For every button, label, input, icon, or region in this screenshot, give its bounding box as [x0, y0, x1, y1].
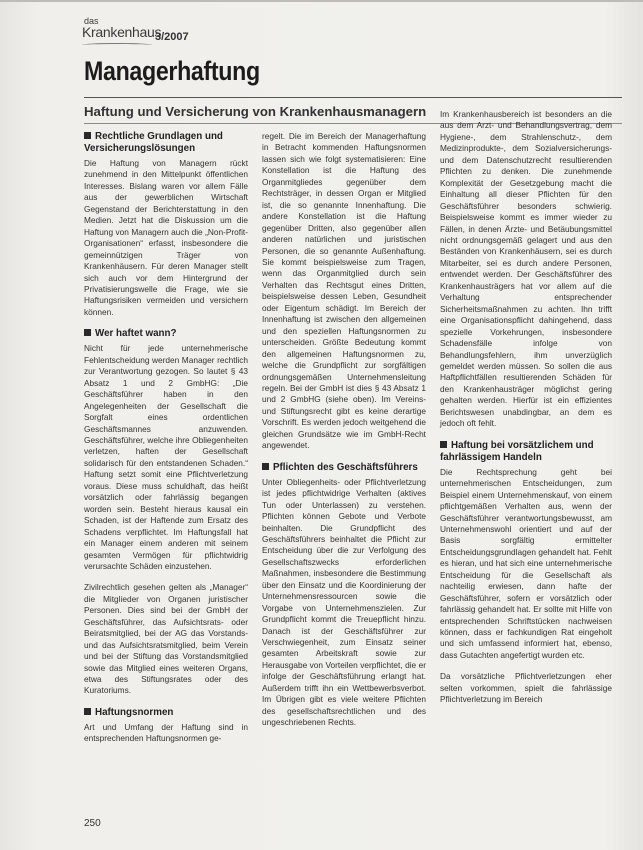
text-column-1: [84, 131, 248, 755]
article-subtitle: Haftung und Versicherung von Krankenhausmanagern: [84, 104, 427, 119]
body-paragraph: Art und Umfang der Haftung sind in entsprechenden Haftungsnormen ge-: [84, 721, 248, 744]
heading-bullet-icon: [440, 441, 447, 448]
body-paragraph: Da vorsätzliche Pflichtverletzungen eher selten vorkommen, spielt die fahrlässige Pflichtverletzung im Bereich: [440, 671, 612, 705]
heading-bullet-icon: [262, 463, 269, 470]
heading-bullet-icon: [84, 329, 91, 336]
text-column-2: [262, 131, 426, 739]
heading-bullet-icon: [84, 132, 91, 139]
section-heading-text: Wer haftet wann?: [95, 328, 177, 340]
section-heading-text: Rechtliche Grundlagen und Versicherungslösungen: [84, 131, 223, 154]
issue-number: 3/2007: [155, 31, 189, 43]
logo-swoosh: [82, 43, 152, 47]
section-heading: [440, 440, 612, 464]
section-heading: [84, 707, 248, 719]
section-heading: [84, 328, 248, 340]
section-heading-text: Pflichten des Geschäftsführers: [273, 461, 418, 473]
page-title: Managerhaftung: [84, 56, 260, 86]
body-paragraph: Unter Obliegenheits- oder Pflichtverletzung ist jedes pflichtwidrige Verhalten (aktives Tun oder Unterlassen) zu verstehen. Pflichten können Gebote und Verbote beinhalten. Die Grundpflicht des Geschäftsführers beinhaltet die Pflicht zur Entscheidung über die zur Verfolgung des Gesellschaftszwecks erforderlichen Maßnahmen, insbesondere die Bestimmung über den Einsatz und die Koordinierung der Unternehmensressourcen sowie die Vorgabe von Unternehmenszielen. Zur Grundpflicht kommt die Treuepflicht hinzu. Danach ist der Geschäftsführer zur Verschwiegenheit, zum Einsatz seiner gesamten Arbeitskraft sowie zur Herausgabe von Vorteilen verpflichtet, die er infolge der Geschäftsführung erlangt hat. Außerdem trifft ihn ein Wettbewerbsverbot. Im Übrigen gibt es viele weitere Pflichten des gesellschaftsrechtlichen und des ungeschriebenen Rechts.: [262, 476, 426, 728]
section-heading: [84, 131, 248, 155]
body-paragraph: Die Haftung von Managern rückt zunehmend in den Mittelpunkt öffentlichen Interesses. Bislang waren vor allem Fälle aus der gewerblichen Wirtschaft Gegenstand der Berichterstattung in den Medien. Jetzt hat die Diskussion um die Haftung von Managern auch die „Non-Profit-Organisationen“ erfasst, insbesondere die gemeinnützigen Träger von Krankenhäusern. Für deren Manager stellt sich auch vor dem Hintergrund der Privatisierungswelle die Frage, wie sie Haftungsrisiken vermeiden und versichern können.: [84, 158, 248, 317]
body-paragraph: Zivilrechtlich gesehen gelten als „Manager“ die Mitglieder von Organen juristischer Personen. Dies sind bei der GmbH der Geschäftsführer, das Aufsichtsrats- oder Beiratsmitglied, bei der AG das Vorstands- und das Aufsichtsratsmitglied, beim Verein und bei der Stiftung das Vorstandsmitglied sowie das Mitglied eines weiteren Organs, etwa des Stiftungsrates oder des Kuratoriums.: [84, 582, 248, 696]
body-paragraph: Die Rechtsprechung geht bei unternehmerischen Entscheidungen, zum Beispiel einem Unternehmenskauf, von einem pflichtgemäßen Verhalten aus, wenn der Geschäftsführer verantwortungsbewusst, am Unternehmenswohl orientiert und auf der Basis sorgfältig ermittelter Entscheidungsgrundlagen gehandelt hat. Fehlt es hieran, und hat sich eine unternehmerische Entscheidung für die Gesellschaft als nachteilig erwiesen, dann hafte der Geschäftsführer, sofern er vorsätzlich oder fahrlässig gehandelt hat. Er sollte mit Hilfe von entsprechenden Schriftstücken nachweisen können, dass er fachkundigen Rat eingeholt und sich umfassend informiert hat, ebenso, dass Gutachten angefertigt wurden etc.: [440, 466, 612, 660]
top-edge-line: [0, 0, 643, 2]
logo-main-text: Krankenhaus: [82, 24, 162, 40]
body-paragraph: Im Krankenhausbereich ist besonders an die aus dem Arzt- und Behandlungsvertrag, dem Hygiene-, dem Strahlenschutz-, dem Medizinprodukte-, dem Sozialversicherungs- und dem Datenschutzrecht resultierenden Pflichten zu denken. Die zunehmende Komplexität der Gesetzgebung macht die Einhaltung all dieser Pflichten für den Geschäftsführer besonders schwierig. Beispielsweise kommt es immer wieder zu Fällen, in denen Ärzte- und Betäubungsmittel nicht ordnungsgemäß gelagert und aus den Beständen von Krankenhäusern, sei es durch Mitarbeiter, sei es durch andere Personen, entwendet werden. Der Geschäftsführer des Krankenhausträgers hat vor allem auf die Verhaltung entsprechender Sicherheitsmaßnahmen zu achten. Ihn trifft eine Organisationspflicht dahingehend, dass spezielle Vorkehrungen, insbesondere Schadensfälle infolge von Behandlungsfehlern, ihm unverzüglich gemeldet werden müssen. So sollen die aus Haftpflichtfällen resultierenden Schäden für den Krankenhausträger möglichst gering gehalten werden. Hierfür ist ein effizientes Berichtswesen unabdingbar, an dem es jedoch oft fehlt.: [440, 109, 612, 429]
page-number: 250: [84, 818, 101, 829]
section-heading: [262, 462, 426, 474]
text-column-3: [440, 109, 612, 716]
body-paragraph: regelt. Die im Bereich der Managerhaftung in Betracht kommenden Haftungsnormen lassen sich wie folgt systematisieren: Eine Konstellation ist die Haftung des Organmitgliedes gegenüber dem Rechtsträger, in dessen Organ er Mitglied ist, die so genannte Innenhaftung. Die andere Konstellation ist die Haftung gegenüber Dritten, also gegenüber allen anderen natürlichen und juristischen Personen, die so genannte Außenhaftung. Sie kommt beispielsweise zum Tragen, wenn das Organmitglied durch sein Verhalten das Rechtsgut eines Dritten, beispielsweise dessen Leben, Gesundheit oder Eigentum schädigt. Im Bereich der Innenhaftung ist zwischen den allgemeinen und den speziellen Haftungsnormen zu unterscheiden. Größte Bedeutung kommt den allgemeinen Haftungsnormen zu, welche die Grundpflicht zur sorgfältigen ordnungsgemäßen Unternehmensleitung regeln. Bei der GmbH ist dies § 43 Absatz 1 und 2 GmbHG (siehe oben). Im Vereins- und Stiftungsrecht gibt es keine derartige Vorschrift. Es werden jedoch weitgehend die gleichen Grundsätze wie im GmbH-Recht angewendet.: [262, 131, 426, 451]
title-rule: [84, 97, 622, 98]
section-heading-text: Haftungsnormen: [95, 706, 174, 718]
logo-small-text: das: [84, 16, 99, 26]
section-heading-text: Haftung bei vorsätzlichem und fahrlässigem Handeln: [440, 439, 594, 463]
body-paragraph: Nicht für jede unternehmerische Fehlentscheidung werden Manager rechtlich zur Verantwortung gezogen. So lautet § 43 Absatz 1 und 2 GmbHG: „Die Geschäftsführer haben in den Angelegenheiten der Gesellschaft die Sorgfalt eines ordentlichen Geschäftsmannes anzuwenden. Geschäftsführer, welche ihre Obliegenheiten verletzen, haften der Gesellschaft solidarisch für den entstandenen Schaden.“ Haftung setzt somit eine Pflichtverletzung voraus. Diese muss schuldhaft, das heißt vorsätzlich oder fahrlässig begangen worden sein. Besteht hieraus kausal ein Schaden, ist der Haftende zum Ersatz des Schadens verpflichtet. Im Haftungsfall hat ein Manager einem anderen mit seinem gesamten Vermögen für pflichtwidrig verursachte Schäden einzustehen.: [84, 343, 248, 571]
heading-bullet-icon: [84, 708, 91, 715]
